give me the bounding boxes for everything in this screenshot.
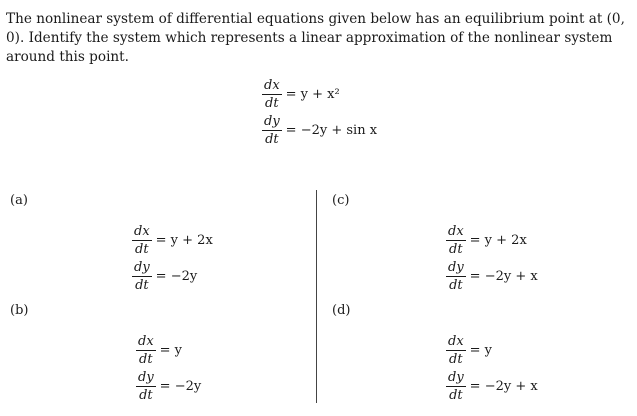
option-b-label[interactable]: (b) (10, 303, 29, 318)
problem-statement: The nonlinear system of differential equations given below has an equilibrium point at (0, 0). Identify the system which represents a linear approximation of the nonlinear system around this point. (6, 11, 625, 65)
rhs: = −2y + x (469, 268, 538, 284)
option-a-system[interactable] (132, 222, 213, 294)
derivative-dy-dt (446, 371, 466, 402)
equation-dy (262, 112, 377, 148)
column-divider (316, 190, 317, 403)
rhs: = y + x² (285, 86, 340, 102)
numerator: dy (448, 259, 464, 275)
derivative-dy-dt (132, 261, 152, 292)
denominator: dt (265, 95, 279, 111)
equation-dy (446, 258, 538, 294)
derivative-dx-dt (446, 225, 466, 256)
option-d-system[interactable] (446, 332, 538, 404)
derivative-dx-dt (136, 335, 156, 366)
rhs: = y (469, 342, 493, 358)
equation-dy (136, 368, 201, 404)
numerator: dx (138, 333, 154, 349)
rhs: = y (159, 342, 183, 358)
rhs: = −2y (155, 268, 198, 284)
option-a-label[interactable]: (a) (10, 193, 28, 208)
rhs: = −2y (159, 378, 202, 394)
numerator: dy (138, 369, 154, 385)
denominator: dt (139, 351, 153, 367)
rhs: = −2y + x (469, 378, 538, 394)
derivative-dy-dt (136, 371, 156, 402)
numerator: dx (264, 77, 280, 93)
option-b-system[interactable] (136, 332, 201, 404)
equation-dx (446, 222, 538, 258)
numerator: dy (134, 259, 150, 275)
derivative-dx-dt (262, 79, 282, 110)
denominator: dt (449, 351, 463, 367)
denominator: dt (139, 387, 153, 403)
equation-dx (446, 332, 538, 368)
equation-dx (262, 76, 377, 112)
numerator: dx (134, 223, 150, 239)
derivative-dx-dt (446, 335, 466, 366)
option-c-label[interactable]: (c) (332, 193, 350, 208)
derivative-dx-dt (132, 225, 152, 256)
option-c-system[interactable] (446, 222, 538, 294)
numerator: dy (264, 113, 280, 129)
denominator: dt (265, 131, 279, 147)
nonlinear-system (262, 76, 377, 148)
equation-dy (132, 258, 213, 294)
numerator: dy (448, 369, 464, 385)
denominator: dt (449, 277, 463, 293)
option-d-label[interactable]: (d) (332, 303, 351, 318)
rhs: = y + 2x (469, 232, 527, 248)
equation-dx (136, 332, 201, 368)
equation-dy (446, 368, 538, 404)
numerator: dx (448, 333, 464, 349)
derivative-dy-dt (446, 261, 466, 292)
denominator: dt (135, 277, 149, 293)
derivative-dy-dt (262, 115, 282, 146)
rhs: = −2y + sin x (285, 122, 378, 138)
numerator: dx (448, 223, 464, 239)
denominator: dt (135, 241, 149, 257)
rhs: = y + 2x (155, 232, 213, 248)
denominator: dt (449, 241, 463, 257)
denominator: dt (449, 387, 463, 403)
equation-dx (132, 222, 213, 258)
